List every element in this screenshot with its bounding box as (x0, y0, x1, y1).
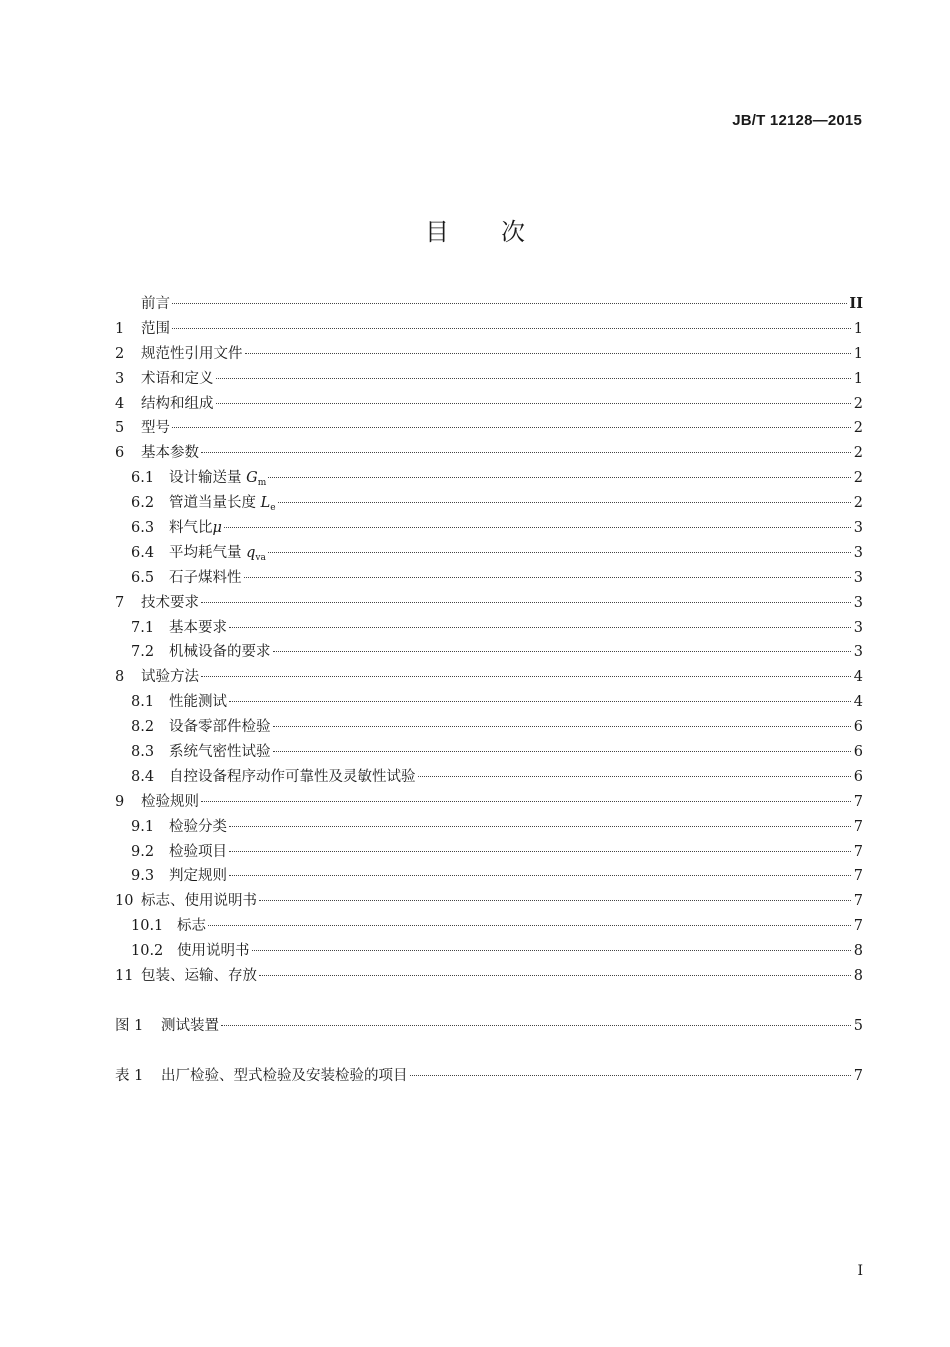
toc-entry-label-text: 出厂检验、型式检验及安装检验的项目 (161, 1067, 408, 1084)
dot-leader (216, 403, 852, 404)
dot-leader (244, 577, 852, 578)
toc-entry-label-text: 设计输送量 (169, 470, 247, 487)
toc-entry-number: 8.4 (131, 768, 155, 785)
toc-entry-page: II (849, 295, 863, 312)
toc-entry-label-text: 规范性引用文件 (141, 345, 243, 362)
toc-entry-label-text: 范围 (141, 320, 170, 337)
dot-leader (278, 502, 851, 503)
toc-entry-page: 2 (853, 470, 863, 487)
toc-entry[interactable] (115, 939, 863, 964)
toc-entry-label (177, 939, 250, 964)
toc-entry-label (169, 616, 227, 641)
toc-entry-label (169, 690, 227, 715)
toc-entry-label (169, 640, 271, 665)
dot-leader (172, 427, 851, 428)
toc-entry-label (141, 416, 170, 441)
table-of-contents (115, 292, 863, 1089)
toc-entry-label (141, 342, 243, 367)
toc-entry[interactable] (115, 815, 863, 840)
toc-entry-label-text: 石子煤料性 (169, 569, 242, 586)
toc-entry-page: 2 (853, 495, 863, 512)
toc-entry-page: 8 (853, 943, 863, 960)
dot-leader (245, 353, 852, 354)
toc-entry[interactable] (115, 964, 863, 989)
toc-entry-label-text: 检验规则 (141, 793, 199, 810)
toc-entry-number: 1 (115, 320, 125, 337)
toc-entry-page: 1 (853, 345, 863, 362)
toc-entry-page: 6 (853, 719, 863, 736)
toc-entry-label (141, 367, 214, 392)
toc-entry-page: 3 (853, 619, 863, 636)
toc-entry-label-text: 判定规则 (169, 868, 227, 885)
dot-leader (229, 826, 851, 827)
dot-leader (201, 602, 851, 603)
toc-entry-page: 7 (853, 893, 863, 910)
toc-entry-label-text: 技术要求 (141, 594, 199, 611)
toc-entry-page: 1 (853, 370, 863, 387)
toc-entry[interactable] (115, 616, 863, 641)
toc-entry-page: 2 (853, 420, 863, 437)
toc-entry-label (141, 317, 170, 342)
toc-entry-page: 7 (853, 793, 863, 810)
toc-entry-label-text: 管道当量长度 (169, 495, 261, 512)
toc-entry-page: 8 (853, 968, 863, 985)
toc-entry-label-text: 自控设备程序动作可靠性及灵敏性试验 (169, 768, 416, 785)
toc-entry[interactable] (115, 491, 863, 516)
toc-entry-label (141, 292, 170, 317)
figure-list-entry[interactable] (115, 1014, 863, 1039)
toc-entry-number: 11 (115, 968, 134, 985)
toc-entry[interactable] (115, 566, 863, 591)
toc-entry-page: 3 (853, 594, 863, 611)
toc-entry[interactable] (115, 541, 863, 566)
toc-entry[interactable] (115, 889, 863, 914)
toc-entry-label (169, 815, 227, 840)
toc-entry-number: 5 (115, 420, 125, 437)
dot-leader (259, 900, 851, 901)
toc-entry[interactable] (115, 416, 863, 441)
dot-leader (229, 701, 851, 702)
toc-entry-page: 1 (853, 320, 863, 337)
toc-entry[interactable] (115, 864, 863, 889)
toc-entry-label-text: 系统气密性试验 (169, 744, 271, 761)
toc-entry-label-text: 基本参数 (141, 445, 199, 462)
toc-entry-number: 10 (115, 893, 134, 910)
page-title (0, 212, 950, 247)
toc-entry-label (169, 840, 227, 865)
toc-entry-label-text: 测试装置 (161, 1017, 219, 1034)
toc-entry[interactable] (115, 392, 863, 417)
toc-entry-label-text: 检验分类 (169, 818, 227, 835)
dot-leader (259, 975, 851, 976)
dot-leader (201, 676, 851, 677)
dot-leader (418, 776, 852, 777)
toc-entry-number: 8.1 (131, 694, 155, 711)
toc-entry-number: 6 (115, 445, 125, 462)
toc-entry[interactable] (115, 317, 863, 342)
page-title-part1: 目 (425, 218, 449, 246)
toc-entry-number: 6.5 (131, 569, 155, 586)
standard-code: JB/T 12128—2015 (732, 112, 862, 129)
toc-entry-label (141, 790, 199, 815)
dot-leader (201, 801, 851, 802)
footer-page-number: I (857, 1263, 863, 1279)
toc-entry-label-text: 试验方法 (141, 669, 199, 686)
dot-leader (273, 651, 852, 652)
toc-entry-number: 9.3 (131, 868, 155, 885)
toc-entry-number: 3 (115, 370, 125, 387)
toc-entry-label-text: 检验项目 (169, 843, 227, 860)
toc-entry-number: 9.2 (131, 843, 155, 860)
toc-entry-number: 10.1 (131, 918, 164, 935)
toc-entry-label-text: 术语和定义 (141, 370, 214, 387)
toc-entry-number: 4 (115, 395, 125, 412)
toc-entry-page: 7 (853, 818, 863, 835)
toc-entry-number: 7.2 (131, 644, 155, 661)
toc-entry[interactable] (115, 765, 863, 790)
toc-entry-number: 9 (115, 793, 125, 810)
toc-entry-number: 7.1 (131, 619, 155, 636)
toc-entry-label-text: 机械设备的要求 (169, 644, 271, 661)
toc-entry[interactable] (115, 640, 863, 665)
toc-entry-label (141, 964, 257, 989)
toc-entry-label-text: 标志、使用说明书 (141, 893, 257, 910)
dot-leader (208, 925, 851, 926)
toc-entry-label-text: 平均耗气量 (169, 544, 247, 561)
dot-leader (229, 875, 851, 876)
toc-entry-label (141, 591, 199, 616)
toc-entry-page: 7 (853, 843, 863, 860)
toc-entry-page: 3 (853, 520, 863, 537)
dot-leader (224, 527, 851, 528)
toc-entry[interactable] (115, 665, 863, 690)
toc-entry[interactable] (115, 367, 863, 392)
toc-entry[interactable] (115, 292, 863, 317)
toc-entry-page: 6 (853, 744, 863, 761)
toc-entry-number: 2 (115, 345, 125, 362)
toc-entry-number: 8.3 (131, 744, 155, 761)
toc-entry-number: 8.2 (131, 719, 155, 736)
toc-entry-label (169, 740, 271, 765)
toc-entry[interactable] (115, 740, 863, 765)
dot-leader (410, 1075, 852, 1076)
toc-entry[interactable] (115, 914, 863, 939)
toc-entry-page: 5 (853, 1017, 863, 1034)
toc-entry[interactable] (115, 690, 863, 715)
toc-entry-page: 3 (853, 544, 863, 561)
toc-entry-page: 7 (853, 868, 863, 885)
toc-entry-label (141, 889, 257, 914)
toc-entry-number: 8 (115, 669, 125, 686)
toc-entry-label (141, 665, 199, 690)
toc-entry-label-text: 标志 (177, 918, 206, 935)
dot-leader (273, 751, 852, 752)
toc-entry-page: 3 (853, 644, 863, 661)
toc-entry-number: 图 1 (115, 1017, 144, 1034)
dot-leader (216, 378, 852, 379)
toc-entry-number: 10.2 (131, 943, 164, 960)
toc-entry-label (169, 715, 271, 740)
toc-entry-number: 7 (115, 594, 125, 611)
toc-entry-label-text: 前言 (141, 296, 170, 312)
toc-entry-symbol: L (260, 495, 271, 512)
toc-entry[interactable] (115, 591, 863, 616)
toc-entry-label-text: 设备零部件检验 (169, 719, 271, 736)
toc-entry-label (161, 1014, 219, 1039)
toc-entry-subscript: va (255, 552, 266, 563)
toc-entry[interactable] (115, 466, 863, 491)
toc-entry-label-text: 包装、运输、存放 (141, 968, 257, 985)
dot-leader (201, 452, 851, 453)
dot-leader (252, 950, 852, 951)
toc-entry[interactable] (115, 441, 863, 466)
toc-entry-page: 7 (853, 1067, 863, 1084)
toc-entry-page: 3 (853, 569, 863, 586)
dot-leader (229, 627, 851, 628)
toc-entry-label-text: 基本要求 (169, 619, 227, 636)
dot-leader (229, 851, 851, 852)
dot-leader (172, 303, 847, 304)
toc-entry-page: 4 (853, 694, 863, 711)
toc-entry-label-text: 性能测试 (169, 694, 227, 711)
toc-entry[interactable] (115, 790, 863, 815)
toc-entry-page: 2 (853, 445, 863, 462)
table-list-entry[interactable] (115, 1064, 863, 1089)
toc-entry-symbol: q (246, 544, 256, 561)
toc-entry-number: 表 1 (115, 1067, 144, 1084)
toc-entry-page: 2 (853, 395, 863, 412)
toc-entry-page: 4 (853, 669, 863, 686)
toc-entry-label (141, 392, 214, 417)
dot-leader (273, 726, 852, 727)
dot-leader (268, 552, 851, 553)
toc-entry-label (141, 441, 199, 466)
toc-entry-number: 6.2 (131, 495, 155, 512)
toc-entry[interactable] (115, 840, 863, 865)
dot-leader (268, 477, 851, 478)
toc-entry[interactable] (115, 342, 863, 367)
toc-entry-label (169, 566, 242, 591)
dot-leader (221, 1025, 851, 1026)
toc-entry-number: 6.3 (131, 520, 155, 537)
toc-entry-label-text: 使用说明书 (177, 943, 250, 960)
toc-entry-label (177, 914, 206, 939)
toc-entry-symbol: μ (212, 520, 222, 537)
toc-entry-subscript: e (270, 503, 276, 514)
toc-entry-label (169, 864, 227, 889)
dot-leader (172, 328, 851, 329)
toc-entry[interactable] (115, 715, 863, 740)
toc-entry-page: 6 (853, 768, 863, 785)
toc-entry-label-text: 型号 (141, 420, 170, 437)
toc-entry-label (169, 516, 222, 541)
toc-entry-label (169, 765, 416, 790)
toc-entry-label (161, 1064, 408, 1089)
toc-entry-number: 6.1 (131, 470, 155, 487)
toc-entry-subscript: m (257, 478, 267, 489)
toc-entry-label-text: 结构和组成 (141, 395, 214, 412)
page-title-part2: 次 (501, 218, 525, 246)
toc-entry-number: 6.4 (131, 544, 155, 561)
toc-entry-symbol: G (246, 470, 258, 487)
toc-entry-number: 9.1 (131, 818, 155, 835)
toc-entry-page: 7 (853, 918, 863, 935)
toc-entry-label-text: 料气比 (169, 520, 213, 537)
